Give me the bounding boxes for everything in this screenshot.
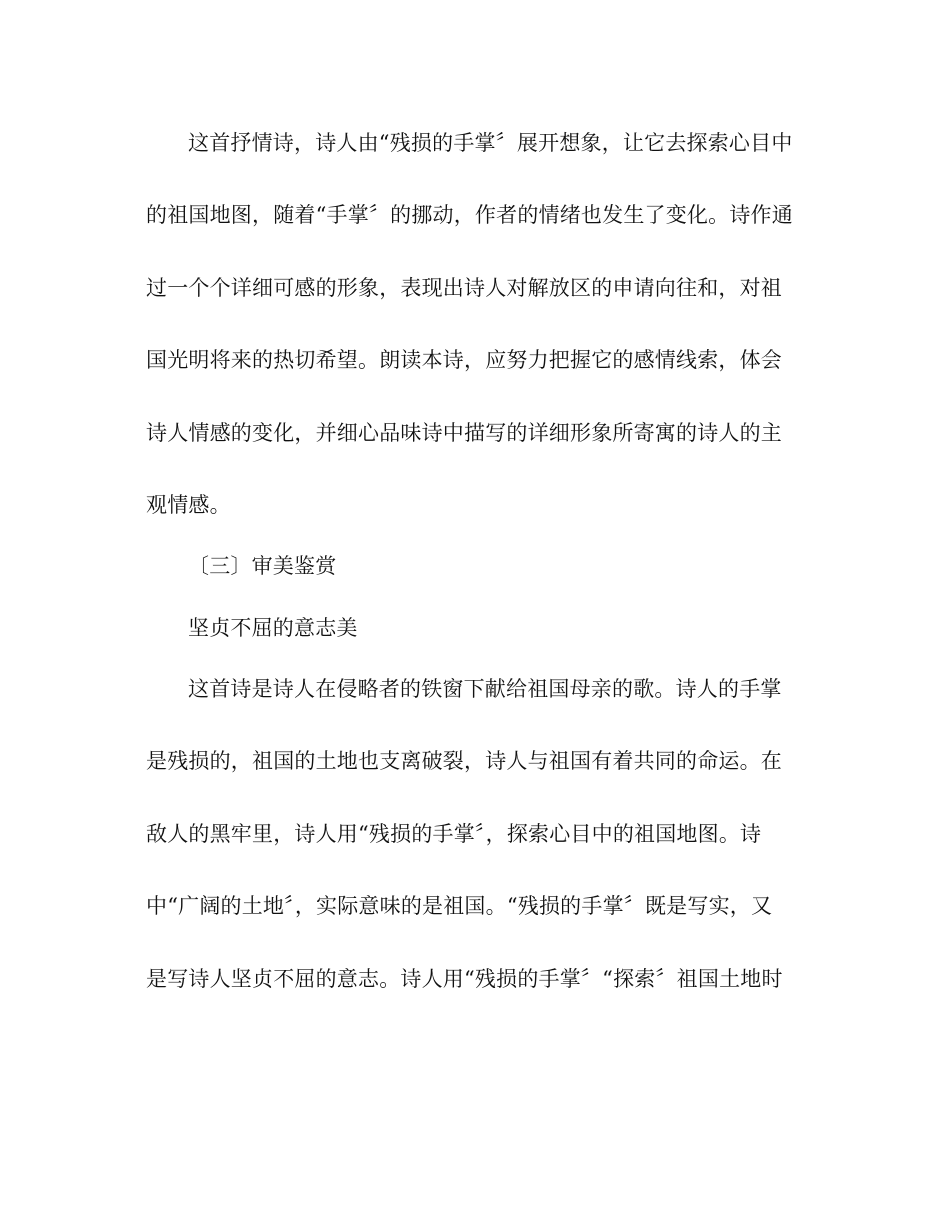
paragraph-2-line-1: 这首诗是诗人在侵略者的铁窗下献给祖国母亲的歌。诗人的手掌 (188, 677, 782, 701)
paragraph-1-line-1: 这首抒情诗，诗人由“残损的手掌〞展开想象，让它去探索心目中 (188, 131, 793, 155)
paragraph-2-line-4: 中“广阔的土地〞，实际意味的是祖国。“残损的手掌〞既是写实，又 (146, 894, 773, 918)
paragraph-1-line-3: 过一个个详细可感的形象，表现出诗人对解放区的申请向往和，对祖 (146, 276, 782, 300)
paragraph-1-line-6: 观情感。 (146, 493, 231, 517)
paragraph-2-line-5: 是写诗人坚贞不屈的意志。诗人用“残损的手掌〞“探索〞祖国土地时 (146, 967, 783, 991)
paragraph-1-line-5: 诗人情感的变化，并细心品味诗中描写的详细形象所寄寓的诗人的主 (146, 421, 782, 445)
paragraph-2-line-3: 敌人的黑牢里，诗人用“残损的手掌〞，探索心目中的祖国地图。诗 (146, 822, 762, 846)
section-heading: 〔三〕审美鉴赏 (188, 554, 337, 578)
paragraph-1-line-2: 的祖国地图，随着“手掌〞的挪动，作者的情绪也发生了变化。诗作通 (146, 203, 793, 227)
paragraph-2-line-2: 是残损的，祖国的土地也支离破裂，诗人与祖国有着共同的命运。在 (146, 749, 782, 773)
paragraph-1-line-4: 国光明将来的热切希望。朗读本诗，应努力把握它的感情线索，体会 (146, 348, 782, 372)
subheading: 坚贞不屈的意志美 (188, 616, 358, 640)
